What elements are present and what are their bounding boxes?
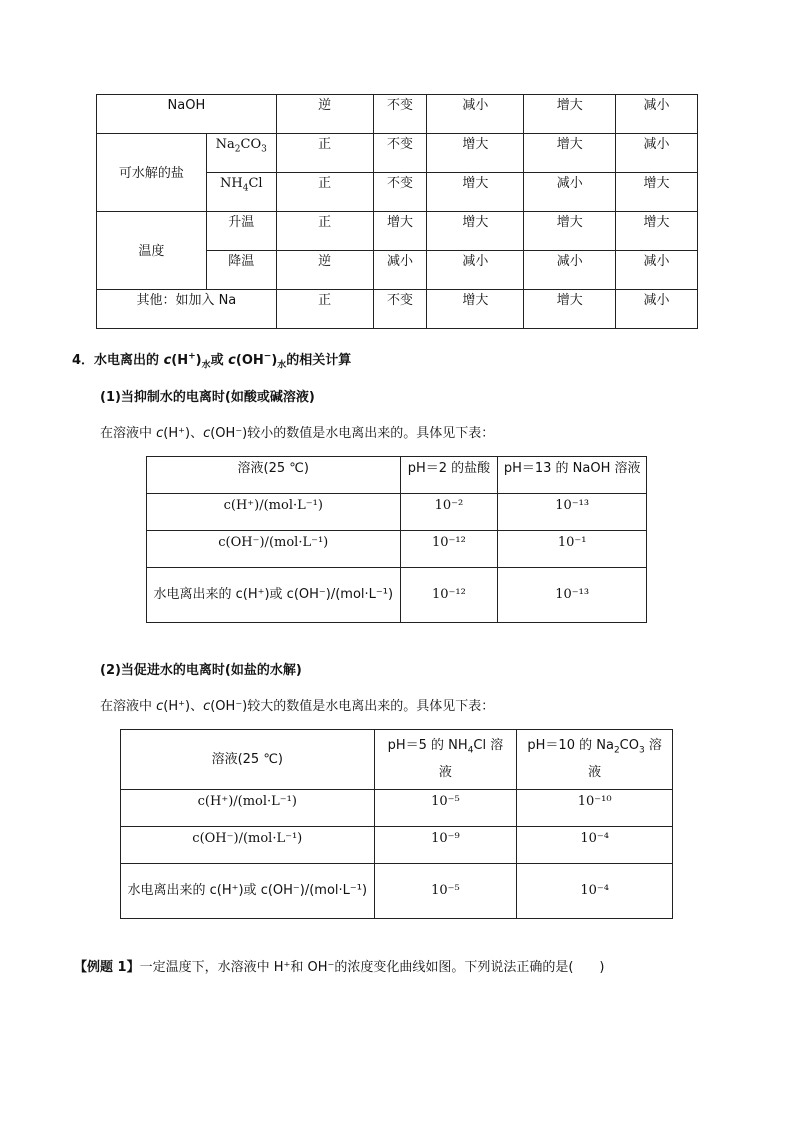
- table-header: 溶液(25 ℃): [147, 457, 401, 494]
- heading-text: +: [188, 351, 196, 362]
- paragraph-text: c: [203, 426, 211, 441]
- table-cell: 减小: [616, 134, 698, 173]
- table-cell: 增大: [524, 95, 616, 134]
- heading-text: 水: [201, 360, 211, 371]
- table-cell: 10⁻⁵: [374, 790, 517, 827]
- table-effect-factors: [96, 94, 698, 329]
- table-acid-base: [146, 456, 647, 623]
- heading-text: c: [163, 353, 172, 368]
- table-row: [147, 457, 647, 494]
- table-cell: 10⁻¹: [498, 531, 647, 568]
- table-cell: 升温: [206, 212, 276, 251]
- table-row: [97, 134, 698, 173]
- heading-text: 或: [210, 353, 229, 368]
- table-salt-hydrolysis: [120, 729, 673, 919]
- table-cell: 增大: [616, 212, 698, 251]
- paragraph-text: (OH⁻)较大的数值是水电离出来的。具体见下表：: [210, 699, 495, 714]
- table-cell: 10⁻⁴: [517, 864, 673, 919]
- table-cell: 不变: [373, 173, 427, 212]
- table-cell: 水电离出来的 c(H⁺)或 c(OH⁻)/(mol·L⁻¹): [121, 864, 375, 919]
- paragraph-text: c: [156, 426, 164, 441]
- subsection-heading: (2)当促进水的电离时(如盐的水解): [100, 663, 302, 678]
- heading-text: ): [195, 353, 202, 368]
- table-cell: 正: [276, 290, 373, 329]
- table-cell: 减小: [616, 251, 698, 290]
- paragraph: [100, 422, 494, 441]
- subsection-heading: (1)当抑制水的电离时(如酸或碱溶液): [100, 390, 315, 405]
- table-row: [121, 827, 673, 864]
- table-cell: 增大: [524, 134, 616, 173]
- example-tag: 【例题 1】: [74, 960, 140, 975]
- table-cell: 10⁻¹³: [498, 568, 647, 623]
- table-cell: NaOH: [97, 95, 277, 134]
- table-cell: c(H⁺)/(mol·L⁻¹): [147, 494, 401, 531]
- table-cell: 温度: [97, 212, 207, 290]
- table-row: [121, 790, 673, 827]
- table-cell: 10⁻¹³: [498, 494, 647, 531]
- table-cell: 10⁻¹²: [400, 568, 498, 623]
- paragraph-text: (H⁺)、: [163, 699, 204, 714]
- table-cell: 逆: [276, 251, 373, 290]
- table-row: [147, 568, 647, 623]
- heading-text: 的相关计算: [286, 353, 352, 368]
- table-cell: 减小: [616, 95, 698, 134]
- paragraph: [100, 695, 494, 714]
- table-cell: 可水解的盐: [97, 134, 207, 212]
- table-cell: 10⁻⁹: [374, 827, 517, 864]
- table-cell: 减小: [427, 251, 524, 290]
- table-cell: 逆: [276, 95, 373, 134]
- paragraph-text: c: [203, 699, 211, 714]
- table-cell: 增大: [427, 134, 524, 173]
- table-cell: 水电离出来的 c(H⁺)或 c(OH⁻)/(mol·L⁻¹): [147, 568, 401, 623]
- table-cell: 减小: [427, 95, 524, 134]
- table-header: pH＝2 的盐酸: [400, 457, 498, 494]
- table-row: [97, 212, 698, 251]
- heading-text: (OH: [235, 353, 264, 368]
- paragraph-text: 在溶液中: [100, 426, 157, 441]
- paragraph-text: c: [156, 699, 164, 714]
- table-cell: 增大: [524, 212, 616, 251]
- table-row: [147, 531, 647, 568]
- table-cell: c(H⁺)/(mol·L⁻¹): [121, 790, 375, 827]
- heading-text: 4．水电离出的: [72, 353, 164, 368]
- heading-text: 水: [277, 360, 287, 371]
- table-row: [147, 494, 647, 531]
- table-cell: 正: [276, 173, 373, 212]
- example-question: [74, 956, 605, 975]
- table-cell: 减小: [616, 290, 698, 329]
- table-cell: 减小: [524, 251, 616, 290]
- table-cell: 不变: [373, 95, 427, 134]
- table-cell: 增大: [524, 290, 616, 329]
- table-row: [121, 730, 673, 790]
- table-cell: c(OH⁻)/(mol·L⁻¹): [121, 827, 375, 864]
- table-cell: 增大: [427, 290, 524, 329]
- table-cell: 10⁻⁴: [517, 827, 673, 864]
- section-heading: [72, 349, 351, 371]
- table-row: [121, 864, 673, 919]
- heading-text: c: [228, 353, 236, 368]
- table-cell: 增大: [427, 212, 524, 251]
- table-cell: $NH_4Cl$: [206, 173, 276, 212]
- table-cell: c(OH⁻)/(mol·L⁻¹): [147, 531, 401, 568]
- paragraph-text: 在溶液中: [100, 699, 157, 714]
- table-row: [97, 290, 698, 329]
- table-cell: 增大: [616, 173, 698, 212]
- table-cell: 不变: [373, 134, 427, 173]
- table-header: 溶液(25 ℃): [121, 730, 375, 790]
- paragraph-text: (OH⁻)较小的数值是水电离出来的。具体见下表：: [210, 426, 495, 441]
- heading-text: (H: [171, 353, 189, 368]
- heading-text: −: [263, 351, 272, 362]
- table-row: [97, 95, 698, 134]
- table-cell: 10⁻²: [400, 494, 498, 531]
- table-cell: 10⁻¹²: [400, 531, 498, 568]
- table-cell: $Na_2CO_3$: [206, 134, 276, 173]
- table-cell: 正: [276, 212, 373, 251]
- paragraph-text: (H⁺)、: [163, 426, 204, 441]
- table-cell: 不变: [373, 290, 427, 329]
- table-header: pH＝5 的 $NH_4Cl$ 溶 液: [374, 730, 517, 790]
- table-cell: 正: [276, 134, 373, 173]
- heading-text: ): [271, 353, 278, 368]
- table-cell: 10⁻¹⁰: [517, 790, 673, 827]
- table-cell: 增大: [427, 173, 524, 212]
- table-header: pH＝10 的 $Na_2CO_3$ 溶 液: [517, 730, 673, 790]
- table-cell: 降温: [206, 251, 276, 290]
- table-header: pH＝13 的 NaOH 溶液: [498, 457, 647, 494]
- example-text: 一定温度下，水溶液中 H⁺和 OH⁻的浓度变化曲线如图。下列说法正确的是( ): [139, 960, 605, 975]
- table-cell: 增大: [373, 212, 427, 251]
- table-cell: 10⁻⁵: [374, 864, 517, 919]
- table-cell: 减小: [373, 251, 427, 290]
- table-cell: 其他：如加入 Na: [97, 290, 277, 329]
- table-cell: 减小: [524, 173, 616, 212]
